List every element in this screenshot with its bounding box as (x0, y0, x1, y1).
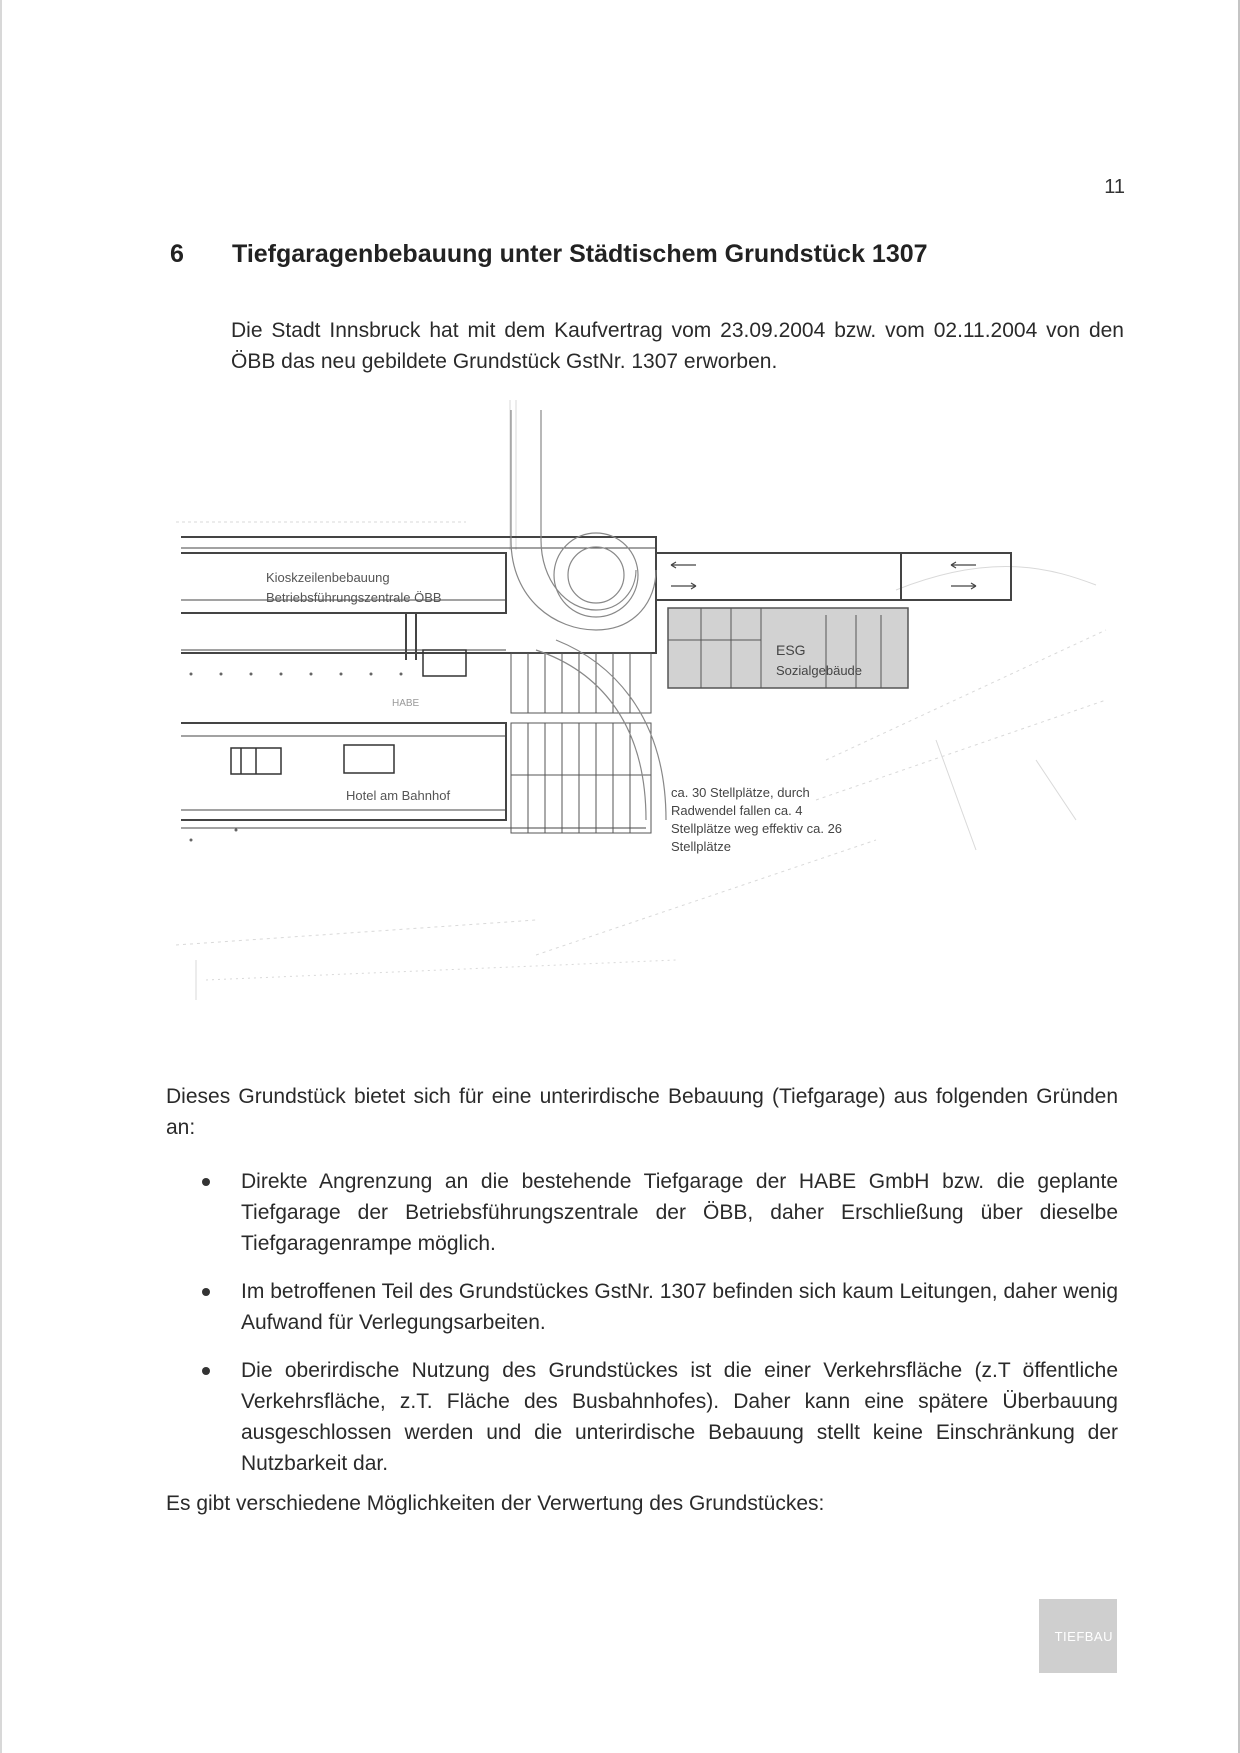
ramp-curve (511, 410, 666, 820)
bullet-icon (202, 1288, 210, 1296)
list-item-text: Im betroffenen Teil des Grundstückes GstNr. 1307 befinden sich kaum Leitungen, daher wenig Aufwand für Verlegungsarbeiten. (241, 1280, 1118, 1334)
dotted-border (190, 673, 403, 842)
label-esg: ESG (776, 642, 806, 658)
bullet-icon (202, 1178, 210, 1186)
intro-paragraph: Die Stadt Innsbruck hat mit dem Kaufvertrag vom 23.09.2004 bzw. vom 02.11.2004 von den ÖBB das neu gebildete Grundstück GstNr. 1307 erworben. (231, 319, 1124, 373)
section-title: Tiefgaragenbebauung unter Städtischem Grundstück 1307 (232, 240, 928, 268)
company-logo (1039, 1599, 1117, 1673)
bullet-icon (202, 1367, 210, 1375)
note-line-4: Stellplätze (671, 839, 731, 854)
direction-arrows (671, 562, 976, 589)
site-plan (176, 400, 1126, 1000)
label-kiosk: Kioskzeilenbebauung (266, 570, 390, 585)
list-item-text: Direkte Angrenzung an die bestehende Tiefgarage der HABE GmbH bzw. die geplante Tiefgarage der Betriebsführungszentrale der ÖBB, daher Erschließung über dieselbe Tiefgaragenrampe möglich. (241, 1170, 1118, 1255)
label-bfz: Betriebsführungszentrale ÖBB (266, 590, 442, 605)
hotel-fixtures (231, 650, 466, 774)
after-plan-paragraph: Dieses Grundstück bietet sich für eine unterirdische Bebauung (Tiefgarage) aus folgenden Gründen an: (166, 1085, 1118, 1139)
parking-stalls (511, 653, 651, 833)
note-line-2: Radwendel fallen ca. 4 (671, 803, 803, 818)
label-sozial: Sozialgebäude (776, 663, 863, 678)
section-number: 6 (170, 240, 184, 268)
list-item (166, 1276, 1118, 1338)
label-hotel: Hotel am Bahnhof (346, 788, 451, 803)
page-number: 11 (1104, 176, 1125, 198)
logo-text: TIEFBAU (1054, 1629, 1113, 1644)
list-item (166, 1355, 1118, 1479)
note-line-3: Stellplätze weg effektiv ca. 26 (671, 821, 843, 836)
faint-background-lines (176, 400, 1106, 1000)
list-item (166, 1166, 1118, 1259)
list-item-text: Die oberirdische Nutzung des Grundstückes ist die einer Verkehrsfläche (z.T öffentliche Verkehrsfläche, z.T. Fläche des Busbahnhofes). Daher kann eine spätere Überbauung ausgeschlossen werden und die unterirdische Bebauung stellt keine Einschränkung der Nutzbarkeit dar. (241, 1359, 1118, 1475)
scan-edge-left (0, 0, 2, 1753)
reasons-list (166, 1166, 1118, 1496)
label-habe: HABE (392, 698, 420, 709)
closing-paragraph: Es gibt verschiedene Möglichkeiten der Verwertung des Grundstückes: (166, 1492, 825, 1515)
note-line-1: ca. 30 Stellplätze, durch (671, 785, 810, 800)
